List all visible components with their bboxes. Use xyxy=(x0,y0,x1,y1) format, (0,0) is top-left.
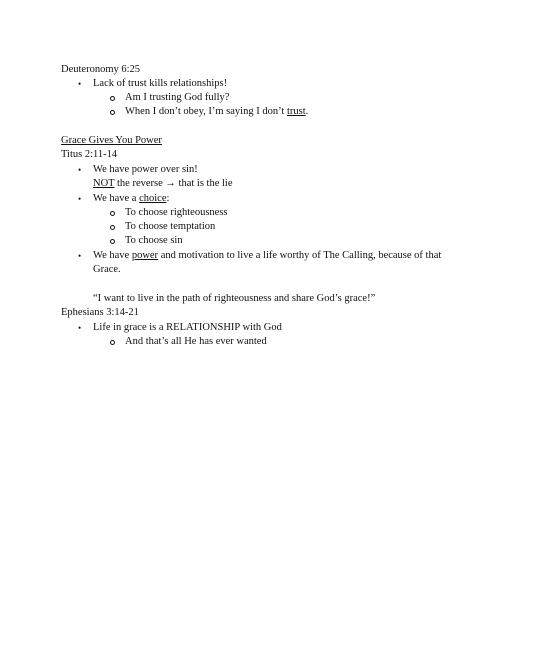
scripture-reference-ephesians: Ephesians 3:14-21 xyxy=(61,307,139,318)
bullet-continuation: NOT the reverse → that is the lie xyxy=(93,178,233,189)
quote-line: “I want to live in the path of righteousness and share God’s grace!” xyxy=(93,293,376,304)
underlined-word: trust xyxy=(286,106,306,117)
circle-bullet-icon xyxy=(110,110,115,115)
bullet-icon: • xyxy=(78,323,82,333)
bullet-icon: • xyxy=(78,251,82,261)
underlined-word: NOT xyxy=(93,178,115,189)
bullet-item: We have power over sin! xyxy=(93,164,198,175)
section-title: Grace Gives You Power xyxy=(61,135,162,146)
sub-bullet-item: Am I trusting God fully? xyxy=(125,92,230,103)
sub-bullet-item: To choose sin xyxy=(125,235,183,246)
sub-bullet-item: To choose righteousness xyxy=(125,207,228,218)
scripture-reference-deuteronomy: Deuteronomy 6:25 xyxy=(61,64,141,75)
bullet-continuation: Grace. xyxy=(93,264,121,275)
underlined-word: choice xyxy=(139,193,167,204)
sub-bullet-item: To choose temptation xyxy=(125,221,216,232)
circle-bullet-icon xyxy=(110,340,115,345)
bullet-item: Life in grace is a RELATIONSHIP with God xyxy=(93,322,282,333)
sub-bullet-item: When I don’t obey, I’m saying I don’t trust. xyxy=(125,106,309,117)
circle-bullet-icon xyxy=(110,225,115,230)
circle-bullet-icon xyxy=(110,96,115,101)
bullet-icon: • xyxy=(78,165,82,175)
sub-bullet-item: And that’s all He has ever wanted xyxy=(125,336,267,347)
bullet-icon: • xyxy=(78,194,82,204)
bullet-item: We have a choice: xyxy=(93,193,170,204)
underlined-word: power xyxy=(131,250,159,261)
bullet-icon: • xyxy=(78,79,82,89)
circle-bullet-icon xyxy=(110,211,115,216)
bullet-item: Lack of trust kills relationships! xyxy=(93,78,228,89)
circle-bullet-icon xyxy=(110,239,115,244)
bullet-item: We have power and motivation to live a life worthy of The Calling, because of that xyxy=(93,250,442,261)
scripture-reference-titus: Titus 2:11-14 xyxy=(61,149,118,160)
